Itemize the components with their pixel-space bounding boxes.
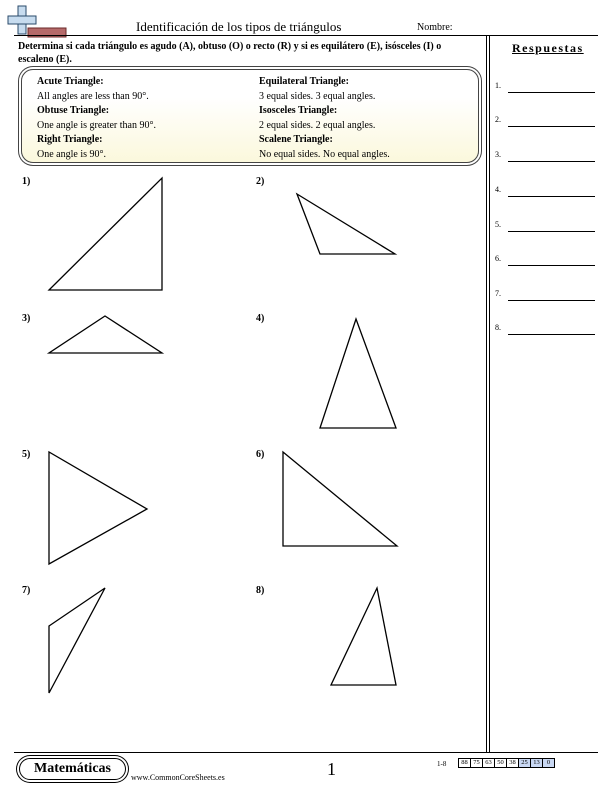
website-text: www.CommonCoreSheets.es bbox=[131, 773, 225, 782]
answer-number: 6. bbox=[495, 254, 501, 263]
triangle-5 bbox=[49, 452, 147, 564]
definition-term: Equilateral Triangle: bbox=[259, 76, 349, 87]
problem-number: 4) bbox=[256, 313, 265, 324]
answer-blank[interactable] bbox=[495, 115, 595, 127]
answer-number: 2. bbox=[495, 115, 501, 124]
problem-number: 8) bbox=[256, 585, 265, 596]
worksheet-title: Identificación de los tipos de triángulos bbox=[136, 19, 342, 34]
definition-term: Scalene Triangle: bbox=[259, 134, 333, 145]
answer-blank[interactable] bbox=[495, 254, 595, 266]
answer-blank[interactable] bbox=[495, 289, 595, 301]
answer-number: 5. bbox=[495, 220, 501, 229]
brand-badge: Matemáticas bbox=[19, 758, 126, 780]
triangle-8 bbox=[331, 588, 396, 685]
definition-term: Acute Triangle: bbox=[37, 76, 104, 87]
score-range-label: 1-8 bbox=[437, 760, 447, 768]
score-cell: 38 bbox=[506, 758, 519, 768]
problem-number: 2) bbox=[256, 176, 265, 187]
answer-number: 1. bbox=[495, 81, 501, 90]
name-label: Nombre: bbox=[417, 22, 453, 33]
definition-text: 3 equal sides. 3 equal angles. bbox=[259, 90, 376, 102]
score-cell: 0 bbox=[542, 758, 555, 768]
answer-number: 3. bbox=[495, 150, 501, 159]
instructions: Determina si cada triángulo es agudo (A), obtuso (O) o recto (R) y si es equilátero (E), isósceles (I) o escaleno (E). bbox=[18, 41, 442, 65]
answer-number: 4. bbox=[495, 185, 501, 194]
triangle-2 bbox=[297, 194, 395, 254]
definition-term: Obtuse Triangle: bbox=[37, 105, 110, 116]
definition-text: 2 equal sides. 2 equal angles. bbox=[259, 119, 376, 131]
problem-number: 7) bbox=[22, 585, 31, 596]
definition-term: Right Triangle: bbox=[37, 134, 103, 145]
answer-blank[interactable] bbox=[495, 150, 595, 162]
score-cell: 63 bbox=[482, 758, 495, 768]
definition-text: No equal sides. No equal angles. bbox=[259, 148, 390, 160]
definition-text: One angle is 90°. bbox=[37, 148, 106, 160]
score-cell: 88 bbox=[458, 758, 471, 768]
score-cell: 75 bbox=[470, 758, 483, 768]
problem-number: 1) bbox=[22, 176, 31, 187]
answer-blank[interactable] bbox=[495, 323, 595, 335]
answer-blank[interactable] bbox=[495, 81, 595, 93]
definition-term: Isosceles Triangle: bbox=[259, 105, 338, 116]
triangle-7 bbox=[49, 588, 105, 693]
page-number: 1 bbox=[327, 759, 336, 779]
triangle-6 bbox=[283, 452, 397, 546]
problem-number: 5) bbox=[22, 449, 31, 460]
triangle-3 bbox=[49, 316, 162, 353]
answer-number: 8. bbox=[495, 323, 501, 332]
answer-blank[interactable] bbox=[495, 185, 595, 197]
problem-number: 6) bbox=[256, 449, 265, 460]
score-table bbox=[458, 758, 555, 768]
answer-number: 7. bbox=[495, 289, 501, 298]
definition-text: One angle is greater than 90°. bbox=[37, 119, 156, 131]
triangle-1 bbox=[49, 178, 162, 290]
definition-text: All angles are less than 90°. bbox=[37, 90, 149, 102]
answers-title: Respuestas bbox=[512, 41, 584, 55]
footer-divider bbox=[14, 752, 598, 753]
problem-number: 3) bbox=[22, 313, 31, 324]
score-cell: 50 bbox=[494, 758, 507, 768]
score-cell: 25 bbox=[518, 758, 531, 768]
triangle-4 bbox=[320, 319, 396, 428]
answer-blank[interactable] bbox=[495, 220, 595, 232]
score-cell: 13 bbox=[530, 758, 543, 768]
